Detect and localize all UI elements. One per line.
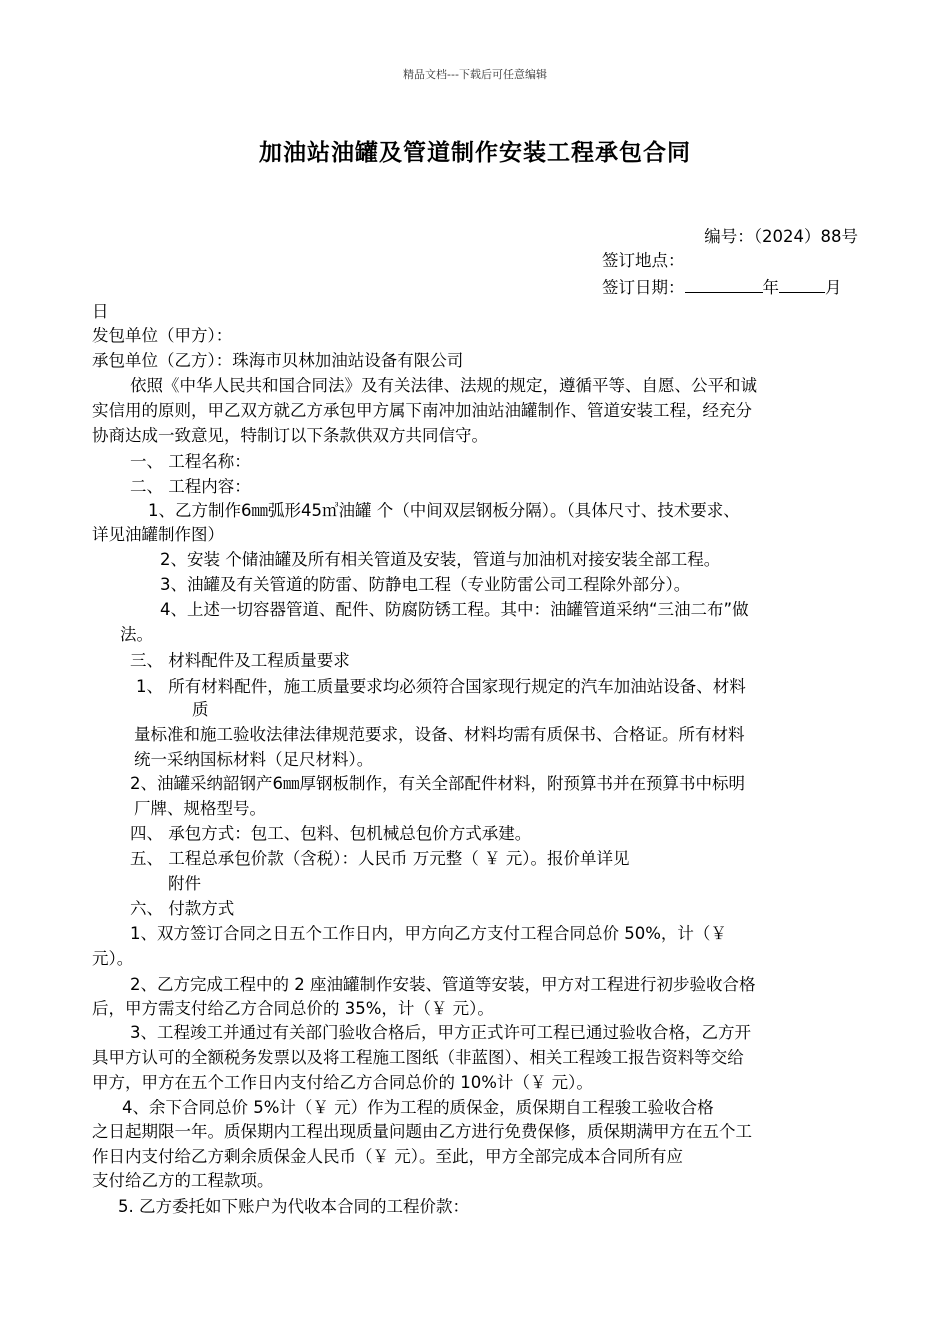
section-4: 四、 承包方式：包工、包料、包机械总包价方式承建。 (130, 824, 532, 843)
signing-date-label: 签订日期： (602, 278, 685, 297)
section-2-item-1a: 1、乙方制作6㎜弧形45㎥油罐 个（中间双层钢板分隔）。（具体尺寸、技术要求、 (148, 501, 740, 520)
section-2-item-4a: 4、上述一切容器管道、配件、防腐防锈工程。其中：油罐管道采纳“三油二布”做 (160, 600, 749, 619)
section-2-item-1b: 详见油罐制作图） (92, 525, 224, 544)
section-3-item-1d: 统一采纳国标材料（足尺材料）。 (134, 750, 374, 769)
section-2-heading: 二、 工程内容： (130, 477, 251, 496)
payment-4c: 作日内支付给乙方剩余质保金人民币（￥ 元）。至此，甲方全部完成本合同所有应 (92, 1147, 683, 1166)
day-label: 日 (92, 302, 109, 321)
signing-place: 签订地点： (602, 251, 685, 270)
party-b: 承包单位（乙方）：珠海市贝林加油站设备有限公司 (92, 351, 464, 370)
section-3-item-1a: 1、 所有材料配件，施工质量要求均必须符合国家现行规定的汽车加油站设备、材料 (136, 677, 746, 696)
section-1-heading: 一、 工程名称： (130, 452, 251, 471)
payment-4a: 4、余下合同总价 5%计（￥ 元）作为工程的质保金，质保期自工程骏工验收合格 (122, 1098, 714, 1117)
contract-number: 编号：（2024）88号 (704, 227, 858, 246)
payment-3b: 具甲方认可的全额税务发票以及将工程施工图纸（非蓝图）、相关工程竣工报告资料等交给 (92, 1048, 744, 1067)
payment-2a: 2、乙方完成工程中的 2 座油罐制作安装、管道等安装，甲方对工程进行初步验收合格 (130, 975, 756, 994)
month-blank (779, 276, 825, 293)
payment-4b: 之日起期限一年。质保期内工程出现质量问题由乙方进行免费保修，质保期满甲方在五个工 (92, 1122, 752, 1141)
month-label: 月 (825, 278, 842, 297)
intro-line-3: 协商达成一致意见，特制订以下条款供双方共同信守。 (92, 426, 488, 445)
payment-3a: 3、工程竣工并通过有关部门验收合格后，甲方正式许可工程已通过验收合格，乙方开 (130, 1023, 751, 1042)
section-3-heading: 三、 材料配件及工程质量要求 (130, 651, 350, 670)
payment-4d: 支付给乙方的工程款项。 (92, 1171, 274, 1190)
document-title: 加油站油罐及管道制作安装工程承包合同 (259, 140, 691, 166)
section-2-item-4b: 法。 (120, 625, 153, 644)
payment-2b: 后，甲方需支付给乙方合同总价的 35%，计（￥ 元）。 (92, 999, 494, 1018)
year-label: 年 (762, 278, 779, 297)
section-2-item-3: 3、油罐及有关管道的防雷、防静电工程（专业防雷公司工程除外部分）。 (160, 575, 691, 594)
section-3-item-2a: 2、油罐采纳韶钢产6㎜厚钢板制作，有关全部配件材料，附预算书并在预算书中标明 (130, 774, 745, 793)
section-3-item-1b: 质 (192, 700, 209, 719)
section-3-item-2b: 厂牌、规格型号。 (134, 799, 266, 818)
year-blank (685, 276, 763, 293)
section-2-item-2: 2、安装 个储油罐及所有相关管道及安装，管道与加油机对接安装全部工程。 (160, 550, 721, 569)
section-5a: 五、 工程总承包价款（含税）：人民币 万元整（ ￥ 元）。报价单详见 (130, 849, 630, 868)
signing-date (602, 276, 842, 299)
header-note: 精品文档---下载后可任意编辑 (403, 68, 547, 81)
party-a: 发包单位（甲方）： (92, 326, 233, 345)
payment-1a: 1、双方签订合同之日五个工作日内，甲方向乙方支付工程合同总价 50%，计（￥ (130, 924, 727, 943)
payment-3c: 甲方，甲方在五个工作日内支付给乙方合同总价的 10%计（￥ 元）。 (92, 1073, 593, 1092)
intro-line-1: 依照《中华人民共和国合同法》及有关法律、法规的规定，遵循平等、自愿、公平和诚 (130, 376, 757, 395)
intro-line-2: 实信用的原则，甲乙双方就乙方承包甲方属下南冲加油站油罐制作、管道安装工程，经充分 (92, 401, 752, 420)
payment-1b: 元）。 (92, 949, 134, 968)
payment-5: 5. 乙方委托如下账户为代收本合同的工程价款： (118, 1197, 469, 1216)
section-3-item-1c: 量标准和施工验收法律法律规范要求，设备、材料均需有质保书、合格证。所有材料 (134, 725, 745, 744)
section-5b: 附件 (168, 874, 201, 893)
section-6-heading: 六、 付款方式 (130, 899, 235, 918)
